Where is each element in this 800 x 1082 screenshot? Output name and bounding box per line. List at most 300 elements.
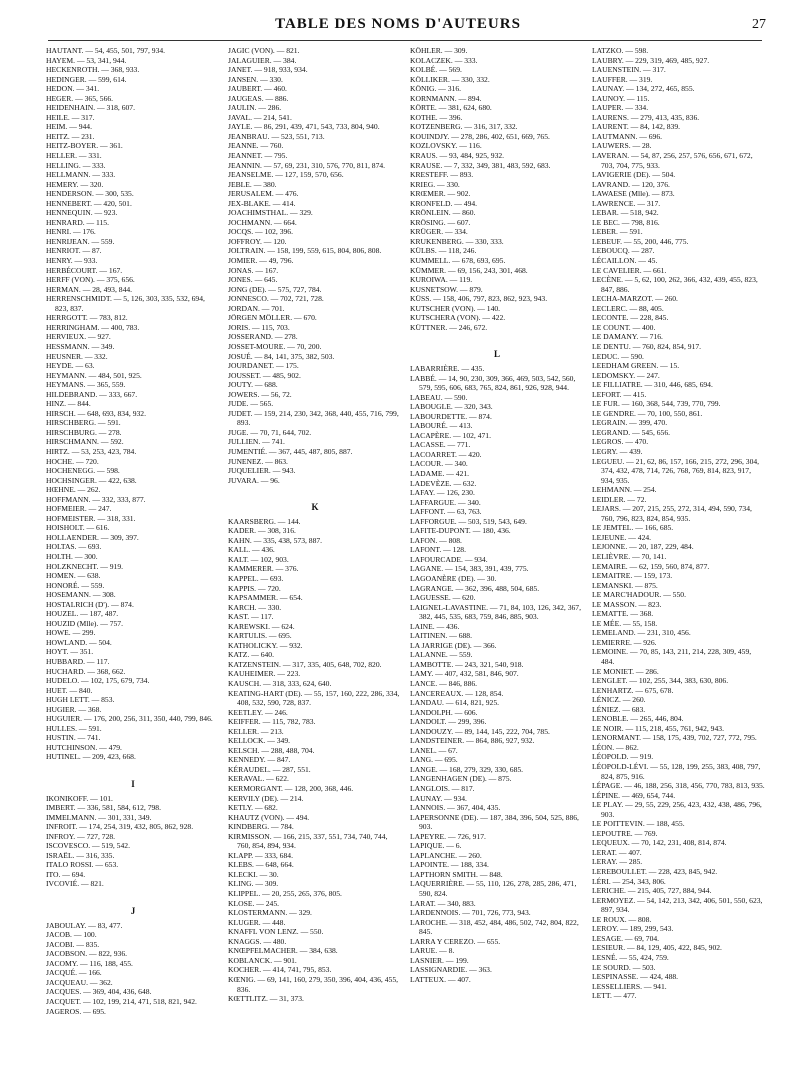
author-entry: LAPEYRE. — 726, 917.: [410, 831, 486, 841]
author-entry: JOWERS. — 56, 72.: [228, 389, 292, 399]
author-entry: KRONFELD. — 494.: [410, 198, 478, 208]
author-entry: JOUSSET. — 485, 902.: [228, 370, 301, 380]
author-entry: LÉNICZ. — 260.: [592, 695, 646, 705]
author-entry: LÉPAGE. — 46, 188, 256, 318, 456, 770, 783, 813, 935.: [592, 781, 765, 791]
author-entry: KATHOLICKY. — 932.: [228, 640, 303, 650]
author-entry: HIRSCHBERG. — 591.: [46, 418, 121, 428]
author-entry: JAULIN. — 286.: [228, 103, 282, 113]
author-entry: KNAGGS. — 480.: [228, 936, 287, 946]
author-entry: LEMATTE. — 368.: [592, 609, 654, 619]
author-entry: JONNESCO. — 702, 721, 728.: [228, 294, 324, 304]
author-entry: KHAUTZ (VON). — 494.: [228, 812, 310, 822]
author-entry: HOLTAS. — 693.: [46, 542, 102, 552]
author-entry: LESPINASSE. — 424, 488.: [592, 972, 679, 982]
author-entry: HERRINGHAM. — 400, 783.: [46, 322, 140, 332]
author-entry: LAMY. — 407, 432, 581, 846, 907.: [410, 669, 519, 679]
author-entry: LEJEUNE. — 424.: [592, 532, 652, 542]
author-entry: KUTSCHERA (VON). — 422.: [410, 313, 506, 323]
author-entry: HENRY. — 933.: [46, 256, 98, 266]
author-entry: HUGH LETT. — 853.: [46, 695, 115, 705]
author-entry: HOFMEISTER. — 318, 331.: [46, 513, 136, 523]
author-entry: HENNEBERT. — 420, 501.: [46, 198, 132, 208]
author-entry: KALL. — 436.: [228, 545, 275, 555]
author-entry: LAFONT. — 128.: [410, 545, 466, 555]
author-entry: LEBOUCQ. — 287.: [592, 246, 655, 256]
author-entry: LAINE. — 436.: [410, 621, 460, 631]
author-entry: LENHARTZ. — 675, 678.: [592, 685, 674, 695]
author-entry: LANDOLPH. — 606.: [410, 707, 478, 717]
author-entry: LADEVÈZE. — 632.: [410, 478, 477, 488]
author-entry: KAHN. — 335, 438, 573, 887.: [228, 535, 323, 545]
author-entry: KOBLANCK. — 901.: [228, 955, 297, 965]
author-entry: IMBERT. — 336, 581, 584, 612, 798.: [46, 803, 161, 813]
author-entry: JOACHIMSTHAL. — 329.: [228, 208, 313, 218]
author-entry: LANDSTEINER. — 864, 886, 927, 932.: [410, 736, 535, 746]
author-entry: LECHA-MARZOT. — 260.: [592, 294, 678, 304]
section-letter: K: [311, 502, 319, 513]
author-entry: LAUBRY. — 229, 319, 469, 485, 927.: [592, 55, 710, 65]
author-entry: HILDEBRAND. — 333, 667.: [46, 389, 138, 399]
author-entry: LAFITE-DUPONT. — 180, 436.: [410, 526, 511, 536]
author-entry: KÜSS. — 158, 406, 797, 823, 862, 923, 943.: [410, 294, 548, 304]
author-entry: LEHMANN. — 254.: [592, 485, 657, 495]
author-entry: JABOULAY. — 83, 477.: [46, 920, 123, 930]
author-entry: LAVRAND. — 120, 376.: [592, 179, 670, 189]
author-entry: LEMAIRE. — 62, 159, 560, 874, 877.: [592, 561, 710, 571]
author-entry: KRAUSE. — 7, 332, 349, 381, 483, 592, 683.: [410, 160, 551, 170]
author-entry: LÉOPOLD-LÉVI. — 55, 128, 199, 255, 383, 408, 797, 824, 875, 916.: [592, 762, 761, 781]
author-entry: LAPERSONNE (DE). — 187, 384, 396, 504, 525, 886, 903.: [410, 812, 579, 832]
author-entry: KAUSCH. — 318, 333, 624, 640.: [228, 679, 332, 688]
author-entry: HOFMEIER. — 247.: [46, 504, 112, 514]
author-entry: LAITINEN. — 688.: [410, 631, 473, 641]
author-entry: JEANNIN. — 57, 69, 231, 310, 576, 770, 811, 874.: [228, 160, 386, 170]
author-entry: KALT. — 102, 903.: [228, 554, 289, 564]
author-entry: JEANNE. — 760.: [228, 141, 284, 151]
author-entry: HESSMANN. — 349.: [46, 341, 115, 351]
author-entry: KATZENSTEIN. — 317, 335, 405, 648, 702, 820.: [228, 659, 382, 669]
author-entry: KAARSBERG. — 144.: [228, 516, 301, 526]
author-entry: LE MONIET. — 286.: [592, 666, 659, 676]
author-entry: LAPTHORN SMITH. — 848.: [410, 869, 503, 879]
author-entry: JAVAL. — 214, 541.: [228, 112, 292, 122]
author-entry: HOFFMANN. — 332, 333, 877.: [46, 494, 146, 504]
author-entry: LE JEMTEL. — 166, 685.: [592, 523, 674, 533]
author-entry: LAUTMANN. — 696.: [592, 131, 663, 141]
author-entry: KAPPEL. — 693.: [228, 573, 284, 583]
author-entry: LABOUGLE. — 320, 343.: [410, 402, 493, 412]
index-column: [228, 46, 402, 1072]
author-entry: LE BEC. — 798, 816.: [592, 217, 660, 227]
author-entry: HAUTANT. — 54, 455, 501, 797, 934.: [46, 46, 166, 55]
author-entry: KAST. — 117.: [228, 612, 274, 622]
author-entry: LE DAMANY. — 716.: [592, 332, 663, 342]
author-entry: KÖRTE. — 381, 624, 680.: [410, 103, 492, 113]
author-entry: KLEBS. — 648, 664.: [228, 860, 294, 870]
author-entry: LAPLANCHE. — 260.: [410, 850, 482, 860]
author-entry: HEYMANS. — 365, 559.: [46, 380, 126, 390]
author-entry: JANET. — 918, 933, 934.: [228, 65, 308, 75]
author-entry: JAYLE. — 86, 291, 439, 471, 543, 733, 804, 940.: [228, 122, 380, 132]
author-entry: JALAGUIER. — 384.: [228, 55, 297, 65]
author-entry: HŒHNE. — 262.: [46, 485, 101, 495]
author-entry: LEDOMSKY. — 247.: [592, 370, 660, 380]
author-entry: LAMBOTTE. — 243, 321, 540, 918.: [410, 659, 524, 669]
author-entry: LEREBOULLET. — 228, 423, 845, 942.: [592, 867, 718, 877]
author-entry: LE COUNT. — 400.: [592, 322, 656, 332]
author-entry: HUSTIN. — 741.: [46, 733, 101, 743]
author-entry: LAURENT. — 84, 142, 839.: [592, 122, 681, 132]
author-entry: HOLTH. — 300.: [46, 551, 98, 561]
author-entry: KOCHER. — 414, 741, 795, 853.: [228, 965, 332, 975]
author-entry: LE FILLIATRE. — 310, 446, 685, 694.: [592, 380, 713, 390]
author-entry: HELLMANN. — 333.: [46, 170, 116, 180]
author-entry: LABARRIÈRE. — 435.: [410, 363, 485, 373]
author-entry: JEBLE. — 380.: [228, 179, 277, 189]
author-entry: LE SOURD. — 503.: [592, 962, 656, 972]
author-entry: KELLOCK. — 349.: [228, 736, 291, 746]
header-rule: [48, 40, 762, 41]
index-column: [46, 46, 220, 1072]
author-entry: KRÜGER. — 334.: [410, 227, 468, 237]
author-entry: HEITZ. — 231.: [46, 131, 95, 141]
author-entry: KINDBERG. — 784.: [228, 822, 294, 832]
author-entry: LANGE. — 168, 279, 329, 330, 685.: [410, 764, 524, 774]
author-entry: JEX-BLAKE. — 414.: [228, 198, 296, 208]
author-entry: KADER. — 308, 316.: [228, 526, 296, 536]
author-entry: KRAUS. — 93, 484, 925, 932.: [410, 151, 505, 161]
author-entry: JUVARA. — 96.: [228, 475, 280, 485]
author-entry: LAUNAY. — 134, 272, 465, 855.: [592, 84, 695, 94]
author-entry: HENDERSON. — 300, 535.: [46, 189, 134, 199]
author-entry: JEANNET. — 795.: [228, 151, 288, 161]
author-entry: HOLLAENDER. — 309, 397.: [46, 532, 139, 542]
author-entry: LE GENDRE. — 70, 100, 550, 861.: [592, 408, 703, 418]
author-entry: KRESTEFF. — 893.: [410, 170, 474, 180]
author-entry: HUCHARD. — 368, 662.: [46, 666, 126, 676]
author-entry: LEMELAND. — 231, 310, 456.: [592, 628, 691, 638]
author-entry: LE MÉE. — 55, 158.: [592, 618, 658, 628]
author-entry: KLOSE. — 245.: [228, 898, 280, 908]
author-entry: LEROY. — 189, 299, 543.: [592, 924, 674, 934]
author-entry: HUBBARD. — 117.: [46, 657, 110, 666]
author-entry: HENRARD. — 115.: [46, 217, 110, 227]
author-entry: LETT. — 477.: [592, 991, 637, 1001]
author-entry: KOZLOVSKY. — 116.: [410, 141, 482, 151]
author-entry: HOMEN. — 638.: [46, 571, 101, 581]
author-entry: LAPIQUE. — 6.: [410, 841, 462, 851]
author-entry: HENRIOT. — 87.: [46, 246, 102, 256]
author-entry: LEGROS. — 470.: [592, 437, 649, 447]
author-entry: LACASSE. — 771.: [410, 440, 471, 450]
author-entry: HOUZID (Mlle). — 757.: [46, 618, 123, 628]
author-entry: HIRSCHBURG. — 278.: [46, 427, 122, 437]
author-entry: LAVIGERIE (DE). — 504.: [592, 170, 676, 180]
author-entry: LADAME. — 421.: [410, 468, 470, 478]
author-entry: LALANNE. — 559.: [410, 650, 473, 660]
author-entry: HOSEMANN. — 308.: [46, 590, 116, 600]
author-entry: LEMIERRE. — 926.: [592, 637, 657, 647]
author-entry: KELSCH. — 288, 488, 704.: [228, 745, 315, 755]
author-entry: KAREWSKI. — 624.: [228, 621, 295, 631]
author-entry: KORNMANN. — 894.: [410, 93, 482, 103]
author-entry: HIRSCH. — 648, 693, 834, 932.: [46, 408, 146, 418]
author-entry: LE MARC'HADOUR. — 550.: [592, 590, 686, 600]
author-entry: LAUWERS. — 28.: [592, 141, 652, 151]
author-entry: HERBÉCOURT. — 167.: [46, 265, 123, 275]
author-entry: LANDAU. — 614, 821, 925.: [410, 698, 500, 708]
author-entry: LARAT. — 340, 883.: [410, 898, 476, 908]
section-gap: [46, 889, 220, 903]
author-entry: KNAFFL VON LENZ. — 550.: [228, 927, 324, 937]
author-entry: KEIFFER. — 115, 782, 783.: [228, 717, 316, 727]
author-entry: LANCE. — 846, 886.: [410, 679, 478, 688]
author-entry: HIRSCHMANN. — 592.: [46, 437, 124, 447]
author-entry: LEQUEUX. — 70, 142, 231, 408, 814, 874.: [592, 838, 727, 848]
author-entry: LAUPER. — 334.: [592, 103, 649, 113]
author-entry: JOURDANET. — 175.: [228, 361, 299, 371]
section-gap: [228, 485, 402, 499]
author-entry: JOSSET-MOURE. — 70, 200.: [228, 341, 322, 351]
author-entry: JOFFROY. — 120.: [228, 236, 287, 246]
author-entry: JOSSERAND. — 278.: [228, 332, 298, 342]
page-number: 27: [752, 17, 766, 32]
author-entry: JOUTY. — 688.: [228, 380, 278, 390]
author-entry: LEMAITRE. — 159, 173.: [592, 571, 673, 581]
author-entry: HOWLAND. — 504.: [46, 637, 112, 647]
author-entry: INFROIT. — 174, 254, 319, 432, 805, 862, 928.: [46, 822, 194, 832]
author-entry: HONORÉ. — 559.: [46, 580, 105, 590]
author-entry: JERUSALEM. — 476.: [228, 189, 299, 199]
author-entry: KÜTTNER. — 246, 672.: [410, 322, 488, 332]
page-title: TABLE DES NOMS D'AUTEURS: [275, 16, 521, 32]
author-entry: LELIÈVRE. — 70, 141.: [592, 551, 667, 561]
author-entry: JOCQS. — 102, 396.: [228, 227, 293, 237]
author-entry: LESAGE. — 69, 704.: [592, 933, 660, 943]
author-entry: JACOMY. — 116, 188, 455.: [46, 958, 133, 968]
author-entry: LE NOIR. — 115, 218, 455, 761, 942, 943.: [592, 723, 724, 733]
author-entry: JACQUEAU. — 362.: [46, 977, 113, 987]
author-entry: HELLING. — 333.: [46, 160, 106, 170]
author-entry: HEUSNER. — 332.: [46, 351, 108, 361]
author-entry: HEDON. — 341.: [46, 84, 100, 94]
author-entry: KIRMISSON. — 166, 215, 337, 551, 734, 740, 744, 760, 854, 894, 934.: [228, 831, 388, 851]
author-entry: LAUFFER. — 319.: [592, 74, 653, 84]
author-entry: HOISHOLT. — 616.: [46, 523, 110, 533]
author-entry: LERICHE. — 215, 405, 727, 884, 944.: [592, 886, 712, 896]
author-entry: JAGIC (VON). — 821.: [228, 46, 300, 55]
author-entry: KŒTTLITZ. — 31, 373.: [228, 994, 304, 1004]
author-entry: LEBEUF. — 55, 200, 446, 775.: [592, 236, 689, 246]
author-entry: LAWAESE (Mlle). — 873.: [592, 189, 675, 199]
author-entry: HEILE. — 317.: [46, 112, 95, 122]
author-entry: JOMIER. — 49, 796.: [228, 256, 294, 266]
author-entry: LAFFORGUE. — 503, 519, 543, 649.: [410, 516, 527, 526]
author-entry: LAURENS. — 279, 413, 435, 836.: [592, 112, 700, 122]
author-entry: LÉOPOLD. — 919.: [592, 752, 654, 762]
author-entry: ISCOVESCO. — 519, 542.: [46, 841, 130, 851]
author-entry: HOCHE. — 720.: [46, 456, 99, 466]
author-entry: JAGEROS. — 695.: [46, 1006, 106, 1016]
author-entry: JUDET. — 159, 214, 230, 342, 368, 440, 455, 716, 799, 893.: [228, 408, 399, 428]
author-entry: JUGE. — 70, 71, 644, 702.: [228, 427, 312, 437]
author-entry: KERAVAL. — 622.: [228, 774, 289, 784]
author-entry: HOLZKNECHT. — 919.: [46, 561, 124, 571]
index-column: [592, 46, 766, 1072]
author-entry: LATZKO. — 598.: [592, 46, 649, 55]
author-entry: HUET. — 840.: [46, 685, 93, 695]
author-entry: KUSNETSOW. — 879.: [410, 284, 483, 294]
author-entry: LASSIGNARDIE. — 363.: [410, 965, 492, 975]
author-entry: LAFFONT. — 63, 763.: [410, 507, 482, 517]
author-entry: IKONIKOFF. — 101.: [46, 793, 113, 803]
author-entry: LABEAU. — 590.: [410, 392, 468, 402]
author-entry: KLING. — 309.: [228, 879, 279, 889]
author-entry: JUNENEZ. — 863.: [228, 456, 288, 466]
author-entry: LAFOURCADE. — 934.: [410, 554, 488, 564]
section-letter: J: [130, 906, 136, 917]
author-entry: JEANSELME. — 127, 159, 570, 656.: [228, 170, 344, 180]
author-entry: LE MASSON. — 823.: [592, 599, 662, 609]
author-entry: HERFF (VON). — 375, 656.: [46, 275, 135, 285]
author-entry: LAWRENCE. — 317.: [592, 198, 661, 208]
author-entry: LEEDHAM GREEN. — 15.: [592, 361, 680, 371]
author-entry: IMMELMANN. — 301, 331, 349.: [46, 812, 152, 822]
author-entry: KETLY. — 682.: [228, 803, 278, 813]
author-entry: KÜLBS. — 118, 246.: [410, 246, 477, 256]
author-entry: JEANBRAU. — 523, 551, 713.: [228, 131, 325, 141]
author-entry: LAUENSTEIN. — 317.: [592, 65, 666, 75]
author-entry: LA JARRIGE (DE). — 366.: [410, 640, 497, 650]
author-entry: KARTULIS. — 695.: [228, 631, 292, 641]
author-entry: LAROCHE. — 318, 452, 484, 486, 502, 742, 804, 822, 845.: [410, 917, 579, 937]
author-entry: KAUHEIMER. — 223.: [228, 669, 301, 679]
author-entry: KRIEG. — 330.: [410, 179, 460, 189]
author-entry: HUGUIER. — 176, 200, 256, 311, 350, 440, 799, 846.: [46, 714, 213, 724]
author-entry: LAGRANGE. — 362, 396, 488, 504, 685.: [410, 583, 540, 593]
author-entry: JACOB. — 100.: [46, 930, 97, 940]
author-entry: HUTINEL. — 209, 423, 668.: [46, 752, 136, 762]
author-entry: LESNÉ. — 55, 424, 759.: [592, 952, 669, 962]
author-entry: LÉCAILLON. — 45.: [592, 256, 658, 266]
author-entry: LEFORT. — 415.: [592, 389, 647, 399]
author-entry: HEITZ-BOYER. — 361.: [46, 141, 123, 151]
author-entry: KEETLEY. — 246.: [228, 707, 288, 717]
author-entry: JACQUET. — 102, 199, 214, 471, 518, 821, 942.: [46, 996, 197, 1006]
author-entry: KRŒMER. — 902.: [410, 189, 471, 199]
author-entry: KOTZENBERG. — 316, 317, 332.: [410, 122, 518, 132]
author-entry: LEJONNE. — 20, 187, 229, 484.: [592, 542, 694, 552]
author-entry: LABBÉ. — 14, 90, 230, 309, 366, 469, 503, 542, 560, 579, 595, 606, 683, 765, 824, 861, 926, 928, 944.: [410, 373, 576, 393]
author-entry: LEJARS. — 207, 215, 255, 272, 314, 494, 590, 734, 760, 796, 823, 824, 854, 935.: [592, 504, 752, 523]
author-entry: HELLER. — 331.: [46, 151, 102, 161]
author-entry: LACOUR. — 340.: [410, 459, 468, 469]
author-entry: HEIM. — 944.: [46, 122, 92, 132]
author-entry: KRUKENBERG. — 330, 333.: [410, 236, 504, 246]
author-entry: ITO. — 694.: [46, 869, 86, 879]
author-entry: LANGENHAGEN (DE). — 875.: [410, 774, 512, 784]
author-entry: LAFAY. — 126, 230.: [410, 488, 475, 498]
author-entry: JAUGEAS. — 886.: [228, 93, 289, 103]
author-entry: LENOBLE. — 265, 446, 804.: [592, 714, 684, 724]
author-entry: JONES. — 645.: [228, 275, 278, 285]
author-entry: JOLTRAIN. — 158, 199, 559, 615, 804, 806, 808.: [228, 246, 382, 256]
author-entry: LESIEUR. — 84, 129, 405, 422, 845, 902.: [592, 943, 722, 953]
author-entry: KLECKI. — 30.: [228, 869, 279, 879]
author-entry: LATTEUX. — 407.: [410, 974, 471, 984]
author-entry: LAGANE. — 154, 383, 391, 439, 775.: [410, 564, 529, 574]
author-entry: LENORMANT. — 158, 175, 439, 702, 727, 772, 795.: [592, 733, 757, 743]
author-entry: KÖLLIKER. — 330, 332.: [410, 74, 490, 84]
author-entry: JOCHMANN. — 664.: [228, 217, 297, 227]
section-letter: L: [493, 349, 500, 360]
author-entry: KERMORGANT. — 128, 200, 368, 446.: [228, 784, 354, 794]
author-entry: KAPPIS. — 720.: [228, 583, 281, 593]
author-entry: KERVILY (DE). — 214.: [228, 793, 304, 803]
author-entry: LAIGNEL-LAVASTINE. — 71, 84, 103, 126, 342, 367, 382, 445, 535, 683, 759, 846, 885, 903.: [410, 602, 581, 622]
author-entry: HERMAN. — 28, 493, 844.: [46, 284, 133, 294]
author-entry: HUGIER. — 368.: [46, 704, 102, 714]
author-entry: JONAS. — 167.: [228, 265, 279, 275]
author-entry: LACAPÈRE. — 102, 471.: [410, 430, 492, 440]
author-entry: HENNEQUIN. — 923.: [46, 208, 118, 218]
author-entry: HEYDE. — 63.: [46, 361, 95, 371]
author-entry: HECKENROTH. — 368, 933.: [46, 65, 140, 75]
author-entry: HAYEM. — 53, 341, 944.: [46, 55, 127, 65]
author-entry: LECONTE. — 228, 845.: [592, 313, 669, 323]
author-entry: HOWE. — 299.: [46, 628, 96, 638]
author-entry: KARCH. — 330.: [228, 602, 282, 612]
author-entry: LEGRAND. — 545, 656.: [592, 427, 671, 437]
author-entry: LAUNAY. — 934.: [410, 793, 467, 803]
author-entry: JULLIEN. — 741.: [228, 437, 285, 447]
author-entry: LANDOLT. — 299, 396.: [410, 717, 487, 727]
author-entry: LAFFARGUE. — 340.: [410, 497, 481, 507]
author-entry: KUMMELL. — 678, 693, 695.: [410, 256, 506, 266]
author-entry: LANCEREAUX. — 128, 854.: [410, 688, 504, 698]
author-entry: JONG (DE). — 575, 727, 784.: [228, 284, 322, 294]
author-entry: KUTSCHER (VON). — 140.: [410, 303, 501, 313]
author-entry: LEGRAIN. — 399, 470.: [592, 418, 668, 428]
author-entry: LEMOINE. — 70, 85, 143, 211, 214, 228, 309, 459, 484.: [592, 647, 752, 666]
author-entry: LERAT. — 407.: [592, 847, 642, 857]
author-entry: LAPOINTE. — 188, 334.: [410, 860, 489, 870]
author-entry: KUROIWA. — 119.: [410, 275, 473, 285]
author-entry: LÉON. — 862.: [592, 742, 639, 752]
author-entry: LEGRY. — 439.: [592, 446, 643, 456]
author-entry: JORIS. — 115, 703.: [228, 322, 290, 332]
author-entry: LAVERAN. — 54, 87, 256, 257, 576, 656, 671, 672, 703, 704, 775, 933.: [592, 151, 753, 170]
author-entry: HUTCHINSON. — 479.: [46, 742, 122, 752]
author-entry: KLIPPEL. — 20, 255, 265, 376, 805.: [228, 889, 342, 899]
author-entry: JUQUELIER. — 943.: [228, 466, 296, 476]
author-entry: LANG. — 695.: [410, 755, 458, 765]
author-entry: LANDOUZY. — 89, 144, 145, 222, 704, 785.: [410, 726, 550, 736]
author-entry: INFROY. — 727, 728.: [46, 831, 116, 841]
author-entry: HEMERY. — 320.: [46, 179, 104, 189]
author-entry: LANNOIS. — 367, 404, 435.: [410, 803, 501, 813]
author-entry: HINZ. — 844.: [46, 399, 91, 409]
author-entry: LANEL. — 67.: [410, 745, 458, 755]
author-entry: KRÖSING. — 607.: [410, 217, 471, 227]
author-entry: LE CAVELIER. — 661.: [592, 265, 667, 275]
author-entry: KŒNIG. — 69, 141, 160, 279, 350, 396, 404, 436, 455, 836.: [228, 974, 399, 994]
author-entry: HENRI. — 176.: [46, 227, 96, 237]
author-entry: HOSTALRICH (D'). — 874.: [46, 599, 134, 609]
author-entry: KLOSTERMANN. — 329.: [228, 908, 312, 918]
author-entry: LAGUESSE. — 620.: [410, 593, 476, 603]
author-entry: KAPSAMMER. — 654.: [228, 593, 303, 603]
